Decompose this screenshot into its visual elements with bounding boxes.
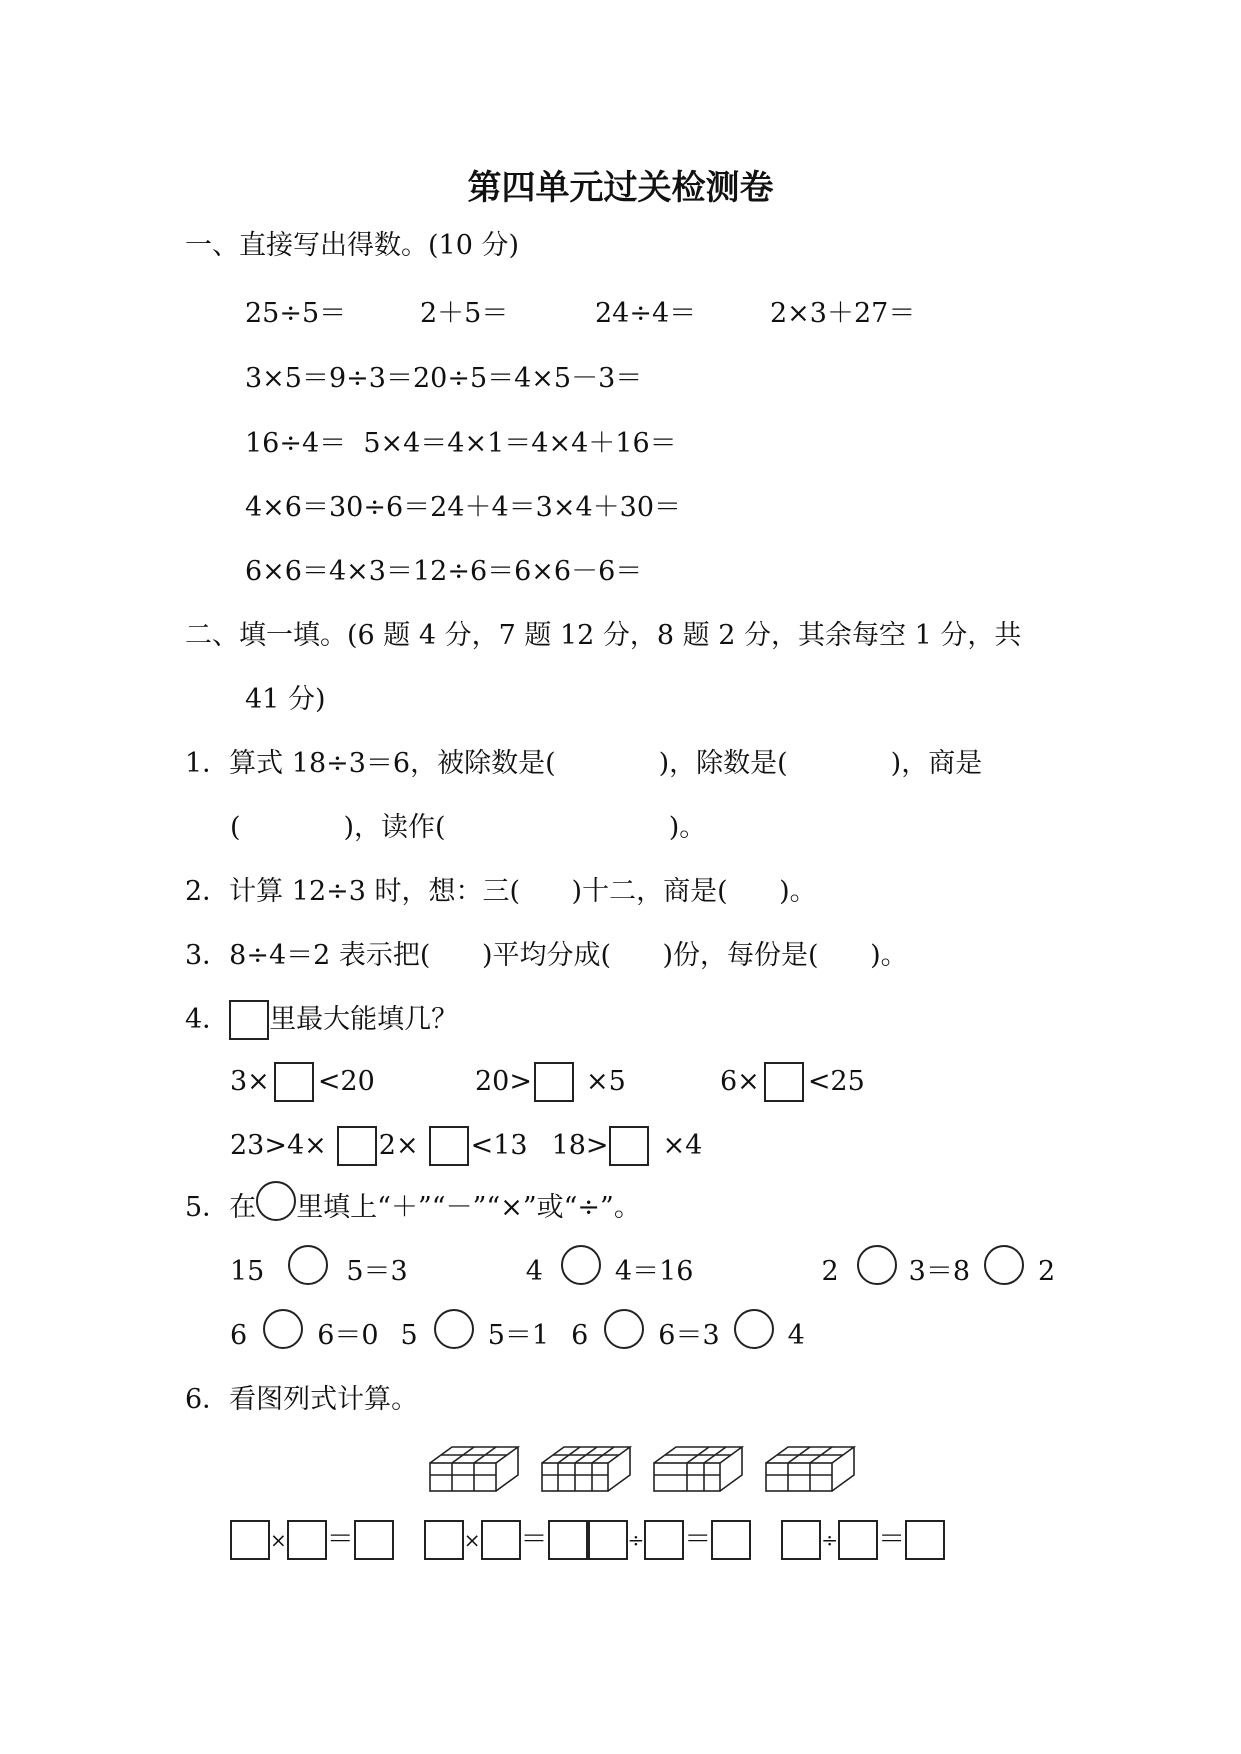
question-4-row1-item1: 3× <20 [230, 1062, 375, 1102]
answer-box[interactable] [548, 1520, 588, 1560]
answer-circle-icon [256, 1181, 296, 1221]
answer-box[interactable] [609, 1126, 649, 1166]
answer-box[interactable] [534, 1062, 574, 1102]
answer-box[interactable] [424, 1520, 464, 1560]
answer-box[interactable] [588, 1520, 628, 1560]
answer-box-icon [229, 1000, 269, 1040]
answer-circle[interactable] [561, 1245, 601, 1285]
egg-tray-illustration-1 [428, 1445, 520, 1495]
answer-circle[interactable] [734, 1309, 774, 1349]
calc-row: 4×6＝30÷6＝24＋4＝3×4＋30＝ [245, 492, 682, 523]
question-4-prompt [185, 1000, 458, 1040]
question-4-number: 4． [185, 1004, 230, 1035]
egg-tray-illustration-2 [540, 1445, 632, 1495]
calc-row: 16÷4＝ 5×4＝4×1＝4×4＋16＝ [245, 428, 677, 459]
question-4-row1-item2: 20> ×5 [475, 1062, 626, 1102]
answer-box[interactable] [781, 1520, 821, 1560]
answer-box[interactable] [337, 1126, 377, 1166]
question-2: 2．计算 12÷3 时，想：三( )十二，商是( )。 [185, 876, 817, 907]
question-1-line1: 1．算式 18÷3＝6，被除数是( )，除数是( )，商是 [185, 748, 983, 779]
page-title: 第四单元过关检测卷 [467, 168, 774, 208]
question-5-row1: 15 5＝3 4 4＝16 2 3＝8 2 [230, 1254, 1055, 1290]
answer-circle[interactable] [288, 1245, 328, 1285]
question-6: 6．看图列式计算。 [185, 1384, 419, 1415]
answer-box[interactable] [274, 1062, 314, 1102]
egg-tray-illustration-3 [652, 1445, 744, 1495]
question-1-line2: ( )，读作( )。 [230, 812, 707, 843]
question-4-text: 里最大能填几？ [269, 1004, 459, 1035]
question-5-prompt [185, 1190, 641, 1226]
question-3: 3．8÷4＝2 表示把( )平均分成( )份，每份是( )。 [185, 940, 908, 971]
answer-box[interactable] [905, 1520, 945, 1560]
calc-row: 3×5＝9÷3＝20÷5＝4×5－3＝ [245, 363, 643, 394]
question-5-number: 5．在 [185, 1192, 257, 1223]
question-4-row1-item3: 6× <25 [720, 1062, 865, 1102]
answer-box[interactable] [287, 1520, 327, 1560]
answer-box[interactable] [354, 1520, 394, 1560]
answer-box[interactable] [429, 1126, 469, 1166]
calc-row: 6×6＝4×3＝12÷6＝6×6－6＝ [245, 556, 643, 587]
section2-heading-line2: 41 分) [245, 684, 326, 715]
answer-box[interactable] [644, 1520, 684, 1560]
answer-box[interactable] [481, 1520, 521, 1560]
answer-box[interactable] [230, 1520, 270, 1560]
section1-heading: 一、直接写出得数。(10 分) [185, 230, 520, 261]
calc-item: 24÷4＝ [595, 298, 697, 329]
answer-box[interactable] [838, 1520, 878, 1560]
answer-circle[interactable] [604, 1309, 644, 1349]
calc-item: 25÷5＝ [245, 298, 347, 329]
egg-tray-illustration-4 [764, 1445, 856, 1495]
question-5-row2: 6 6＝0 5 5＝1 6 6＝3 4 [230, 1318, 805, 1354]
calc-item: 2×3＋27＝ [770, 298, 916, 329]
question-6-equations: × ＝ × ＝ ÷ ＝ ÷ ＝ [230, 1520, 945, 1560]
answer-circle[interactable] [434, 1309, 474, 1349]
answer-box[interactable] [764, 1062, 804, 1102]
calc-item: 2＋5＝ [420, 298, 509, 329]
answer-circle[interactable] [263, 1309, 303, 1349]
answer-circle[interactable] [984, 1245, 1024, 1285]
answer-circle[interactable] [857, 1245, 897, 1285]
question-5-text: 里填上“＋”“－”“×”或“÷”。 [296, 1192, 641, 1223]
answer-box[interactable] [711, 1520, 751, 1560]
question-4-row2: 23>4× 2× <13 18> ×4 [230, 1126, 702, 1166]
section2-heading-line1: 二、填一填。(6 题 4 分，7 题 12 分，8 题 2 分，其余每空 1 分，共 [185, 620, 1022, 651]
